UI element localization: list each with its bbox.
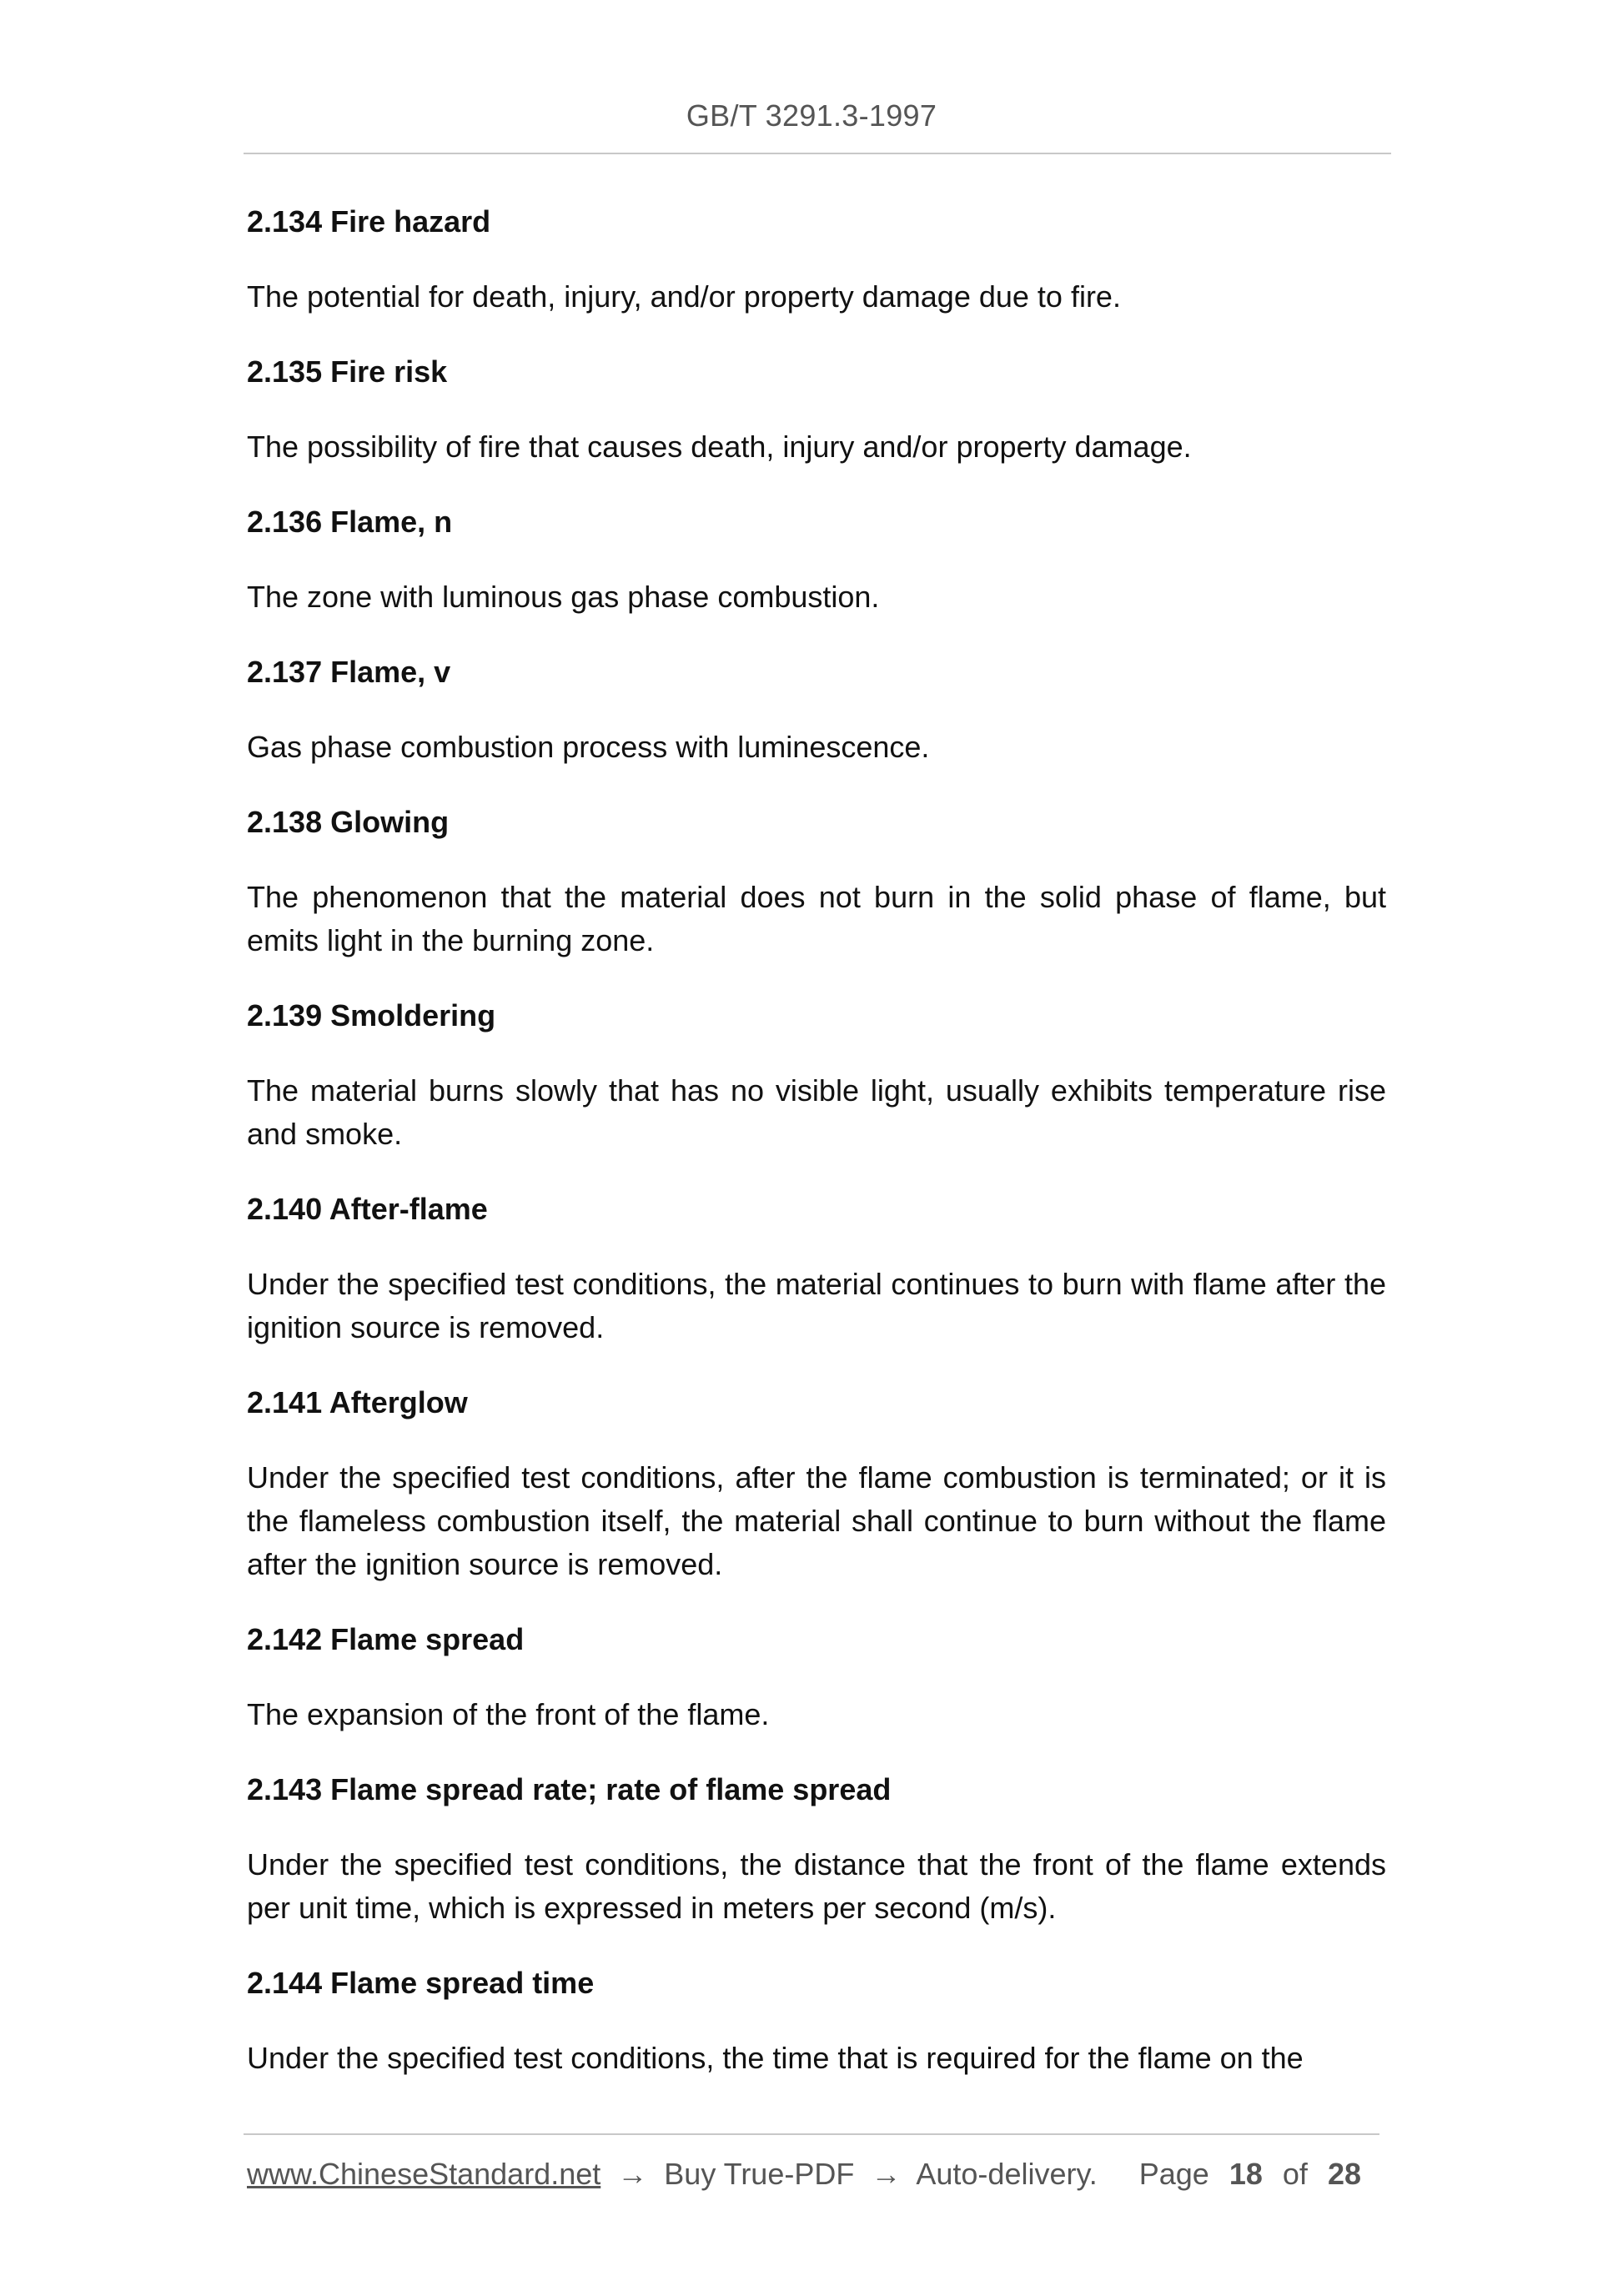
entry-definition: The phenomenon that the material does not burn in the solid phase of flame, but emits light in the burning zone. bbox=[247, 880, 1386, 957]
entry-title: 2.142 Flame spread bbox=[247, 1622, 525, 1656]
page-label: Page bbox=[1138, 2157, 1209, 2191]
entry-2-134 bbox=[247, 200, 1386, 319]
entry-definition: The zone with luminous gas phase combustion. bbox=[247, 580, 880, 614]
entry-title: 2.140 After-flame bbox=[247, 1192, 488, 1226]
footer-divider bbox=[244, 2133, 1379, 2135]
entry-definition: The possibility of fire that causes death, injury and/or property damage. bbox=[247, 430, 1192, 464]
entry-2-139 bbox=[247, 994, 1386, 1156]
entry-title: 2.135 Fire risk bbox=[247, 354, 448, 389]
entry-title: 2.139 Smoldering bbox=[247, 998, 496, 1032]
entry-title: 2.137 Flame, v bbox=[247, 655, 451, 689]
entry-2-137 bbox=[247, 651, 1386, 769]
page-header-title: GB/T 3291.3-1997 bbox=[686, 98, 937, 133]
arrow-right-icon: → bbox=[871, 2157, 902, 2191]
entry-title: 2.143 Flame spread rate; rate of flame spread bbox=[247, 1772, 892, 1806]
entry-definition: Under the specified test conditions, after the flame combustion is terminated; or it is the flameless combustion itself, the material shall continue to burn without the flame after the ignition source is removed. bbox=[247, 1460, 1386, 1581]
entry-title: 2.134 Fire hazard bbox=[247, 204, 491, 239]
entry-2-138 bbox=[247, 801, 1386, 962]
entry-2-135 bbox=[247, 350, 1386, 469]
entry-2-143 bbox=[247, 1768, 1386, 1930]
entry-title: 2.136 Flame, n bbox=[247, 505, 453, 539]
entry-title: 2.144 Flame spread time bbox=[247, 1966, 595, 2000]
page-total: 28 bbox=[1327, 2157, 1361, 2191]
entry-2-141 bbox=[247, 1381, 1386, 1586]
entry-2-140 bbox=[247, 1188, 1386, 1349]
arrow-right-icon: → bbox=[617, 2157, 648, 2191]
entry-definition: Under the specified test conditions, the time that is required for the flame on the bbox=[247, 2041, 1304, 2075]
entry-definition: The potential for death, injury, and/or property damage due to fire. bbox=[247, 279, 1121, 314]
entry-2-144 bbox=[247, 1962, 1386, 2080]
footer-promo bbox=[247, 2155, 1098, 2193]
entry-definition: The material burns slowly that has no visible light, usually exhibits temperature rise and smoke. bbox=[247, 1073, 1386, 1151]
entry-title: 2.141 Afterglow bbox=[247, 1385, 468, 1419]
page-indicator bbox=[1139, 2155, 1373, 2193]
buy-true-pdf-text: Buy True-PDF bbox=[664, 2157, 855, 2191]
entry-definition: Under the specified test conditions, the distance that the front of the flame extends per unit time, which is expressed in meters per second (m/s). bbox=[247, 1847, 1386, 1925]
entry-title: 2.138 Glowing bbox=[247, 805, 450, 839]
entry-definition: The expansion of the front of the flame. bbox=[247, 1697, 770, 1731]
auto-delivery-text: Auto-delivery. bbox=[916, 2157, 1098, 2191]
entry-definition: Gas phase combustion process with luminescence. bbox=[247, 730, 930, 764]
entry-2-136 bbox=[247, 500, 1386, 619]
website-link[interactable]: www.ChineseStandard.net bbox=[247, 2157, 601, 2191]
of-label: of bbox=[1282, 2157, 1308, 2191]
entry-2-142 bbox=[247, 1618, 1386, 1736]
entry-definition: Under the specified test conditions, the material continues to burn with flame after the ignition source is removed. bbox=[247, 1267, 1386, 1344]
page-number: 18 bbox=[1229, 2157, 1263, 2191]
document-body bbox=[247, 200, 1386, 2112]
header-divider bbox=[244, 153, 1391, 154]
